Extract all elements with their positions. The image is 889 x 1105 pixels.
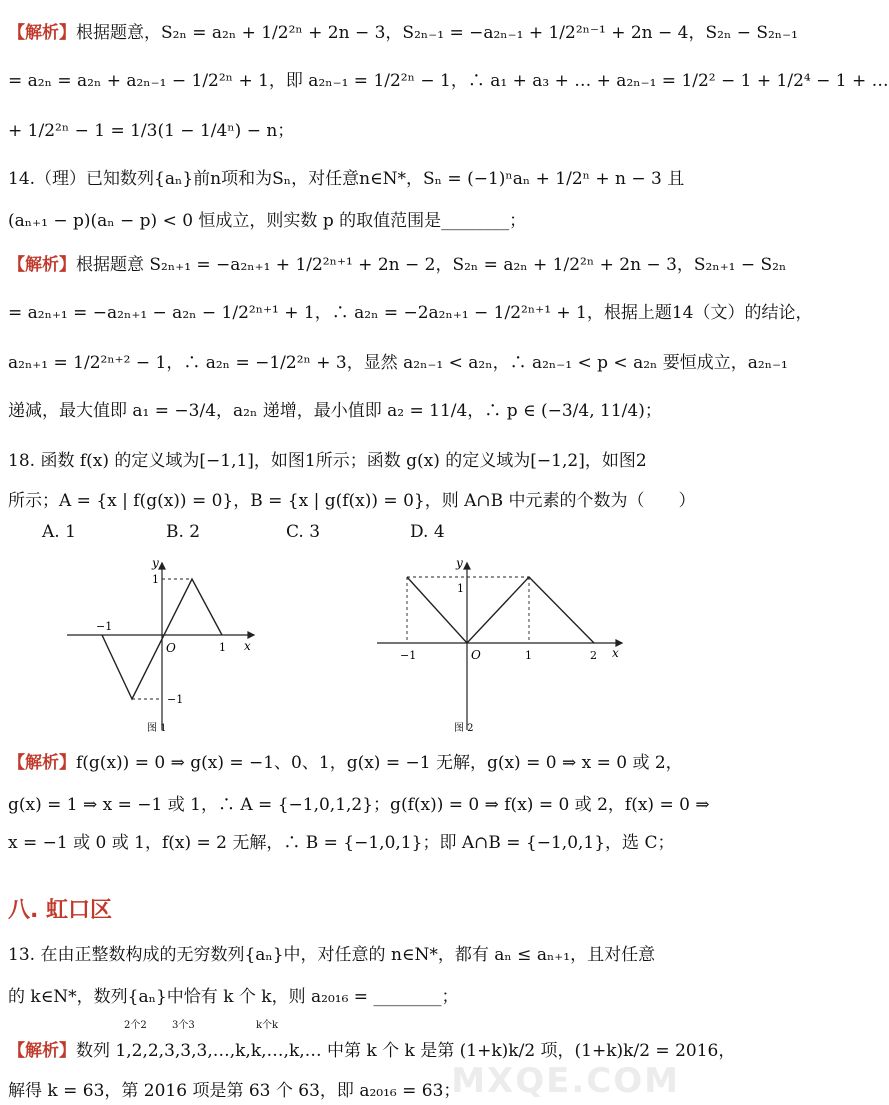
fig1-ytick-1: 1 xyxy=(152,573,159,586)
analysis-tag: 【解析】 xyxy=(8,23,76,43)
analysis-13-line-1: 【解析】数列 1,2,2,3,3,3,…,k,k,…,k,… 中第 k 个 k 是第 (1+k)k/2 项，(1+k)k/2 = 2016， xyxy=(8,1041,736,1061)
analysis-line-3: + 1/2²ⁿ − 1 = 1/3(1 − 1/4ⁿ) − n； xyxy=(8,121,295,141)
option-d: D. 4 xyxy=(410,522,445,542)
fig2-origin: O xyxy=(471,648,481,662)
fig1-tick-1: 1 xyxy=(219,641,226,654)
fig2-y-label: y xyxy=(456,556,463,570)
analysis-line-2: = a₂ₙ = a₂ₙ + a₂ₙ₋₁ − 1/2²ⁿ + 1，即 a₂ₙ₋₁ = 1/2²ⁿ − 1，∴ a₁ + a₃ + … + a₂ₙ₋₁ = 1/2² − 1 + 1/2⁴ − 1 + … xyxy=(8,71,889,91)
fig2-tick-2: 2 xyxy=(590,649,597,662)
question-13-line-2: 的 k∈N*，数列{aₙ}中恰有 k 个 k，则 a₂₀₁₆ = ________； xyxy=(8,987,459,1007)
option-a: A. 1 xyxy=(42,522,76,542)
fig1-x-label: x xyxy=(244,639,251,653)
fig1-origin: O xyxy=(166,641,176,655)
brace-label-k: k个k xyxy=(256,1020,279,1031)
analysis-line-1: 【解析】根据题意，S₂ₙ = a₂ₙ + 1/2²ⁿ + 2n − 3，S₂ₙ₋₁ = −a₂ₙ₋₁ + 1/2²ⁿ⁻¹ + 2n − 4，S₂ₙ − S₂ₙ₋₁ xyxy=(8,23,798,43)
section-title: 八. 虹口区 xyxy=(8,898,113,923)
analysis-tag: 【解析】 xyxy=(8,753,76,773)
fig2-tick-1: 1 xyxy=(525,649,532,662)
question-14-line-1: 14.（理）已知数列{aₙ}前n项和为Sₙ，对任意n∈N*，Sₙ = (−1)ⁿaₙ + 1/2ⁿ + n − 3 且 xyxy=(8,169,685,189)
figure-2-graph xyxy=(372,555,632,735)
question-13-line-1: 13. 在由正整数构成的无穷数列{aₙ}中，对任意的 n∈N*，都有 aₙ ≤ aₙ₊₁，且对任意 xyxy=(8,945,656,965)
figure-1-graph xyxy=(62,555,262,735)
analysis-tag: 【解析】 xyxy=(8,255,76,275)
fig2-ytick-1: 1 xyxy=(457,582,464,595)
brace-label-3: 3个3 xyxy=(172,1020,195,1031)
question-18-line-1: 18. 函数 f(x) 的定义域为[−1,1]，如图1所示；函数 g(x) 的定义域为[−1,2]，如图2 xyxy=(8,451,647,471)
watermark: MXQE.COM xyxy=(451,1061,680,1101)
option-b: B. 2 xyxy=(166,522,201,542)
analysis-14-line-2: = a₂ₙ₊₁ = −a₂ₙ₊₁ − a₂ₙ − 1/2²ⁿ⁺¹ + 1，∴ a₂ₙ = −2a₂ₙ₊₁ − 1/2²ⁿ⁺¹ + 1，根据上题14（文）的结论， xyxy=(8,303,813,323)
analysis-13-line-2: 解得 k = 63，第 2016 项是第 63 个 63，即 a₂₀₁₆ = 63； xyxy=(8,1081,461,1101)
option-c: C. 3 xyxy=(286,522,321,542)
fig2-tick-neg1: −1 xyxy=(400,649,417,662)
question-18-line-2: 所示；A = {x | f(g(x)) = 0}，B = {x | g(f(x)) = 0}，则 A∩B 中元素的个数为（ ） xyxy=(8,491,696,511)
analysis-14-line-4: 递减，最大值即 a₁ = −3/4，a₂ₙ 递增，最小值即 a₂ = 11/4，∴ p ∈ (−3/4, 11/4)； xyxy=(8,401,662,421)
analysis-14-line-3: a₂ₙ₊₁ = 1/2²ⁿ⁺² − 1，∴ a₂ₙ = −1/2²ⁿ + 3，显然 a₂ₙ₋₁ < a₂ₙ，∴ a₂ₙ₋₁ < p < a₂ₙ 要恒成立，a₂ₙ₋₁ xyxy=(8,353,788,373)
fig1-tick-neg1: −1 xyxy=(96,620,113,633)
analysis-14-line-1: 【解析】根据题意 S₂ₙ₊₁ = −a₂ₙ₊₁ + 1/2²ⁿ⁺¹ + 2n − 2，S₂ₙ = a₂ₙ + 1/2²ⁿ + 2n − 3，S₂ₙ₊₁ − S₂ₙ xyxy=(8,255,787,275)
analysis-tag: 【解析】 xyxy=(8,1041,76,1061)
fig1-caption: 图 1 xyxy=(147,723,167,734)
question-14-line-2: (aₙ₊₁ − p)(aₙ − p) < 0 恒成立，则实数 p 的取值范围是________； xyxy=(8,211,527,231)
fig2-x-label: x xyxy=(612,646,619,660)
fig2-caption: 图 2 xyxy=(454,723,474,734)
brace-label-2: 2个2 xyxy=(124,1020,147,1031)
g-graph-line xyxy=(407,577,594,643)
fig1-y-label: y xyxy=(152,556,159,570)
fig1-ytick-neg1: −1 xyxy=(167,693,184,706)
brace-labels xyxy=(120,1016,320,1030)
analysis-18-line-1: 【解析】f(g(x)) = 0 ⇒ g(x) = −1、0、1，g(x) = −1 无解，g(x) = 0 ⇒ x = 0 或 2， xyxy=(8,753,683,773)
analysis-18-line-2: g(x) = 1 ⇒ x = −1 或 1，∴ A = {−1,0,1,2}；g(f(x)) = 0 ⇒ f(x) = 0 或 2，f(x) = 0 ⇒ xyxy=(8,795,710,815)
analysis-18-line-3: x = −1 或 0 或 1，f(x) = 2 无解，∴ B = {−1,0,1}；即 A∩B = {−1,0,1}，选 C； xyxy=(8,833,675,853)
